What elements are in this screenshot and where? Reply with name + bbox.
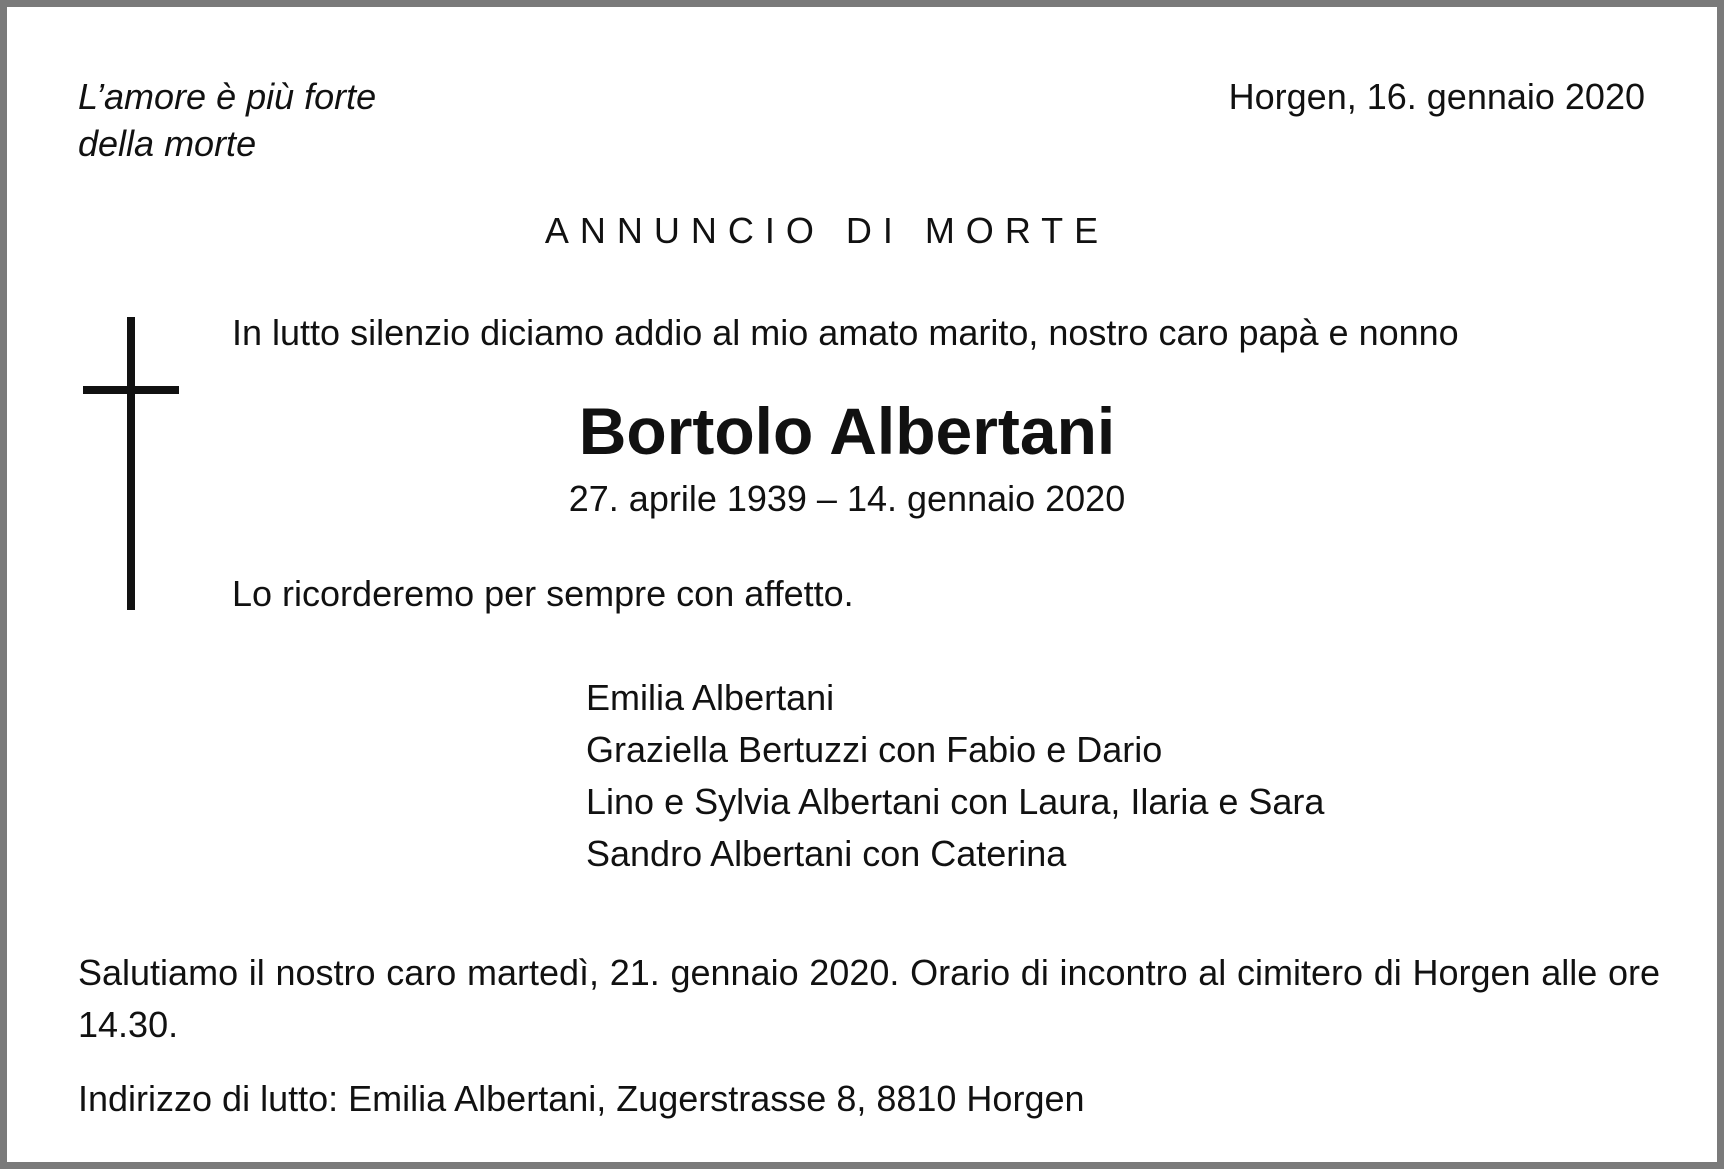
notice-heading: ANNUNCIO DI MORTE xyxy=(544,210,1110,251)
list-item: Lino e Sylvia Albertani con Laura, Ilaria e Sara xyxy=(586,781,1325,822)
life-dates: 27. aprile 1939 – 14. gennaio 2020 xyxy=(568,478,1126,519)
list-item: Emilia Albertani xyxy=(586,677,835,718)
place-date: Horgen, 16. gennaio 2020 xyxy=(1228,76,1645,117)
motto-line-1: L’amore è più forte xyxy=(78,76,377,117)
mourners-list xyxy=(586,672,1324,880)
motto xyxy=(78,73,376,167)
remember-text: Lo ricorderemo per sempre con affetto. xyxy=(232,573,854,614)
intro-text: In lutto silenzio diciamo addio al mio amato marito, nostro caro papà e nonno xyxy=(232,312,1459,353)
list-item: Graziella Bertuzzi con Fabio e Dario xyxy=(586,729,1163,770)
farewell-text: Salutiamo il nostro caro martedì, 21. gennaio 2020. Orario di incontro al cimitero di Horgen alle ore 14.30. xyxy=(78,952,1660,1045)
cross-horizontal-bar xyxy=(83,386,179,394)
deceased-name: Bortolo Albertani xyxy=(578,394,1116,468)
motto-line-2: della morte xyxy=(78,123,257,164)
list-item: Sandro Albertani con Caterina xyxy=(586,833,1067,874)
mourning-address: Indirizzo di lutto: Emilia Albertani, Zugerstrasse 8, 8810 Horgen xyxy=(78,1078,1085,1119)
cross-vertical-bar xyxy=(127,317,135,610)
